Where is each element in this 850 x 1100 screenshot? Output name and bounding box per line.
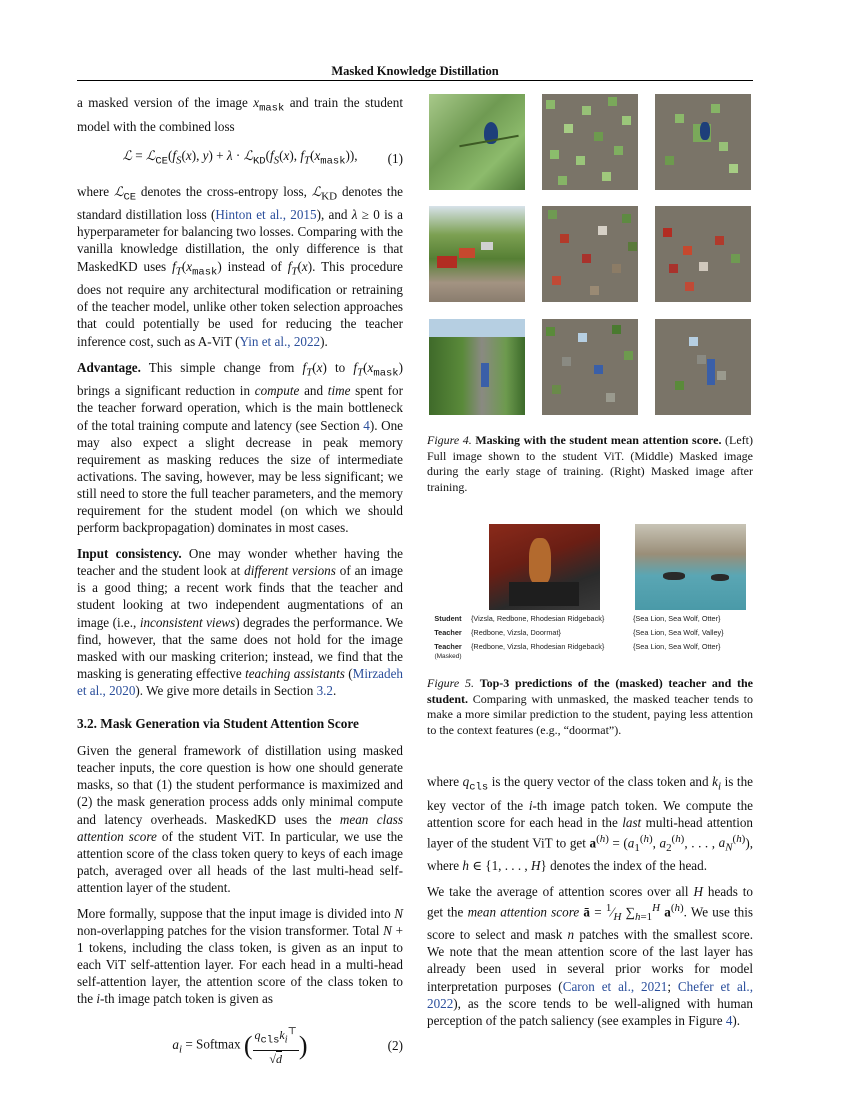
figure-5-text: Comparing with unmasked, the masked teacher tends to make a more similar prediction to the student, paying less attention to the context features (e.g., “doormat”). <box>427 691 753 737</box>
input-consistency-heading: Input consistency. <box>77 546 182 562</box>
fig5-row: Student {Vizsla, Redbone, Rhodesian Ridgeback} {Sea Lion, Sea Wolf, Otter} <box>434 614 721 623</box>
left-para-4: More formally, suppose that the input image is divided into N non-overlapping patches for the vision transformer. Total N + 1 tokens, including the class token, is given as an input to each ViT self-attention layer. For each head in a multi-head self-attention layer, the attention score of the class token to the i-th image patch token is given as <box>77 905 403 1007</box>
fig4-bird-late <box>655 94 751 190</box>
right-column <box>427 773 753 1038</box>
advantage-heading: Advantage. <box>77 359 141 375</box>
citation-caron[interactable]: Caron et al., 2021 <box>562 978 668 994</box>
left-column <box>77 94 403 1084</box>
figure-4 <box>427 94 753 414</box>
fig5-row: Teacher (Masked) {Redbone, Vizsla, Rhodesian Ridgeback} {Sea Lion, Sea Wolf, Otter} <box>434 642 721 660</box>
fig4-cars-full <box>429 206 525 302</box>
figure-4-title: Masking with the student mean attention score. <box>475 433 722 447</box>
left-para-1: a masked version of the image $x_{mask}$ and train the student model with the combined loss <box>77 95 403 134</box>
fig5-predictions-table <box>427 614 726 661</box>
left-para-3: Given the general framework of distillation using masked teacher inputs, the core question is how one should generate masks, so that (1) the student performance is maximized and (2) the mask generation process adds only minimal compute and latency overheads. MaskedKD uses the mean class attention score of the student ViT. In particular, we use the attention score of the class token query to keys of each image patch, averaged over all heads of the last multi-head self-attention layer of the student. <box>77 743 403 895</box>
fig4-road-full <box>429 319 525 415</box>
equation-2: $a_i$ = Softmax ( $q_{cls}k_i^⊤$ √d ) (2) <box>77 1020 403 1072</box>
figure-5 <box>427 524 753 664</box>
fig5-sealion-image <box>635 524 746 610</box>
fig4-road-late <box>655 319 751 415</box>
header-rule <box>77 80 753 81</box>
fig4-bird-full <box>429 94 525 190</box>
input-consistency-para: Input consistency. One may wonder whether having the teacher and the student look at different versions of an image is a good thing; a recent work finds that the teacher and student looking at two independent augmentations of an image (i.e., inconsistent views) degrades the performance. We find, however, that the same does not hold for the image masked with our masking criterion; instead, we find that the masking is generating effective teaching assistants (Mirzadeh et al., 2020). We give more details in Section 3.2. <box>77 546 403 698</box>
right-para-1: where $q_{cls}$ is the query vector of the class token and $k_i$ is the key vector of the i-th image patch token. We compute the attention score for each head in the last multi-head attention layer of the student ViT to get $a^{(h)} = (a_1^{(h)}$, $a_2^{(h)}$, . . . , $a_N^{(h)}$), where h ∈ {1, . . . , H} denotes the index of the head. <box>427 774 753 873</box>
equation-1-number: (1) <box>387 151 403 167</box>
figure-5-caption: Figure 5. Top-3 predictions of the (masked) teacher and the student. Comparing with unmasked, the masked teacher tends to make a more similar prediction to the student, paying less attention to the context features (e.g., “doormat”). <box>427 676 754 737</box>
citation-chefer[interactable]: Chefer et al., 2022 <box>427 978 754 1011</box>
equation-1: ℒ = $ℒ_{CE}(f_S(x)$, $y) + \lambda \cdot ℒ_{KD}(f_S(x)$, $f_T(x_{mask})$), (1) <box>122 147 403 168</box>
right-para-2: We take the average of attention scores over all H heads to get the mean attention score ā = $^1⁄_H$ $\sum_{h=1}^H$ $a^{(h)}$. We use this score to select and mask n patches with the smallest score. We note that the mean attention score of the last layer has already been used in several prior works for model interpretation purposes (Caron et al., 2021; Chefer et al., 2022), as the score tends to be well-aligned with human perception of the patch saliency (see examples in Figure 4). <box>427 884 754 1028</box>
equation-2-number: (2) <box>387 1037 403 1053</box>
fig4-bird-early <box>542 94 638 190</box>
fig4-road-early <box>542 319 638 415</box>
citation-mirzadeh[interactable]: Mirzadeh et al., 2020 <box>77 665 403 698</box>
section-heading: 3.2. Mask Generation via Student Attention Score <box>77 716 359 732</box>
figure-4-caption: Figure 4. Masking with the student mean attention score. (Left) Full image shown to the student ViT. (Middle) Masked image during the early stage of training. (Right) Masked image after training. <box>427 433 754 494</box>
figure-5-title: Top-3 predictions of the (masked) teacher and the student. <box>427 676 754 706</box>
left-para-2: where ℒ$_{CE}$ denotes the cross-entropy loss, ℒ$_{KD}$ denotes the standard distillation loss (Hinton et al., 2015), and λ ≥ 0 is a hyperparameter for balancing two losses. Comparing with the vanilla knowledge distillation, the only difference is that MaskedKD uses $f_T(x_{mask})$ instead of $f_T(x)$. This procedure does not require any architectural modification or retraining of the teacher model, unlike other token selection approaches that could potentially be used for reducing the teacher inference cost, such as A-ViT (Yin et al., 2022). <box>77 183 403 349</box>
citation-hinton[interactable]: Hinton et al., 2015 <box>215 207 317 223</box>
fig4-cars-early <box>542 206 638 302</box>
figure-4-text: (Left) Full image shown to the student ViT. (Middle) Masked image during the early stage of training. (Right) Masked image after training. <box>427 433 754 494</box>
fig5-row: Teacher {Redbone, Vizsla, Doormat} {Sea Lion, Sea Wolf, Valley} <box>434 628 724 637</box>
fig4-cars-late <box>655 206 751 302</box>
running-head: Masked Knowledge Distillation <box>331 64 499 78</box>
fig5-dog-image <box>489 524 600 610</box>
advantage-para: Advantage. This simple change from $f_T(x)$ to $f_T(x_{mask})$ brings a significant reduction in compute and time spent for the teacher forward operation, which is the main bottleneck of the total training compute and latency (see Section 4). One may also expect a slight decrease in peak memory requirement as masking reduces the size of intermediate activations. The saving, however, may be less significant; we still need to store the full teacher parameters, and the memory requirement for the student model (on which we should perform backpropagation) dominates in most cases. <box>77 359 404 536</box>
citation-yin[interactable]: Yin et al., 2022 <box>239 333 321 349</box>
